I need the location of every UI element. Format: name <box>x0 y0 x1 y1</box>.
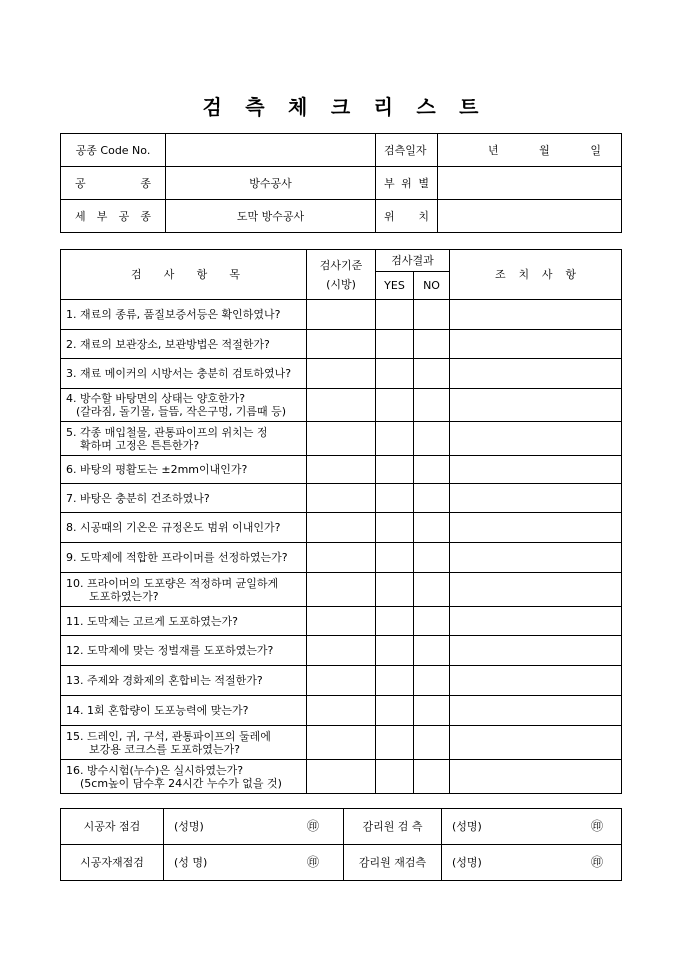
check-item-cell <box>61 422 307 456</box>
table-row <box>61 513 622 543</box>
check-item-note: (갈라짐, 돌기물, 들뜸, 작은구멍, 기름때 등) <box>76 405 287 418</box>
supervisor-signature <box>442 820 621 833</box>
sub-work-label: 세 부 공 종 <box>61 200 166 233</box>
seal-icon: ㊞ <box>590 819 603 833</box>
table-row <box>61 696 622 726</box>
no-cell <box>414 389 450 422</box>
action-cell <box>450 300 622 330</box>
check-item-cell <box>61 726 307 760</box>
no-cell <box>414 543 450 573</box>
action-cell <box>450 456 622 484</box>
action-cell <box>450 573 622 607</box>
yes-cell <box>376 422 414 456</box>
action-cell <box>450 726 622 760</box>
header-inspection-item: 검 사 항 목 <box>61 250 307 300</box>
check-item-text: 4. 방수할 바탕면의 상태는 양호한가? <box>66 392 246 405</box>
action-cell <box>450 636 622 666</box>
no-cell <box>414 330 450 359</box>
action-cell <box>450 484 622 513</box>
name-placeholder: (성명) <box>452 856 482 869</box>
contractor-recheck-label: 시공자재점검 <box>61 845 164 881</box>
seal-icon: ㊞ <box>590 855 603 869</box>
header-result: 검사결과 <box>376 250 450 272</box>
check-item-text: 10. 프라이머의 도포량은 적정하며 균일하게 <box>66 576 279 590</box>
check-item-text: 5. 각종 매입철물, 관통파이프의 위치는 정 <box>66 425 268 439</box>
check-item-text: 7. 바탕은 충분히 건조하였나? <box>66 491 210 505</box>
yes-cell <box>376 300 414 330</box>
checklist-page <box>60 0 621 881</box>
signature-table <box>60 808 622 881</box>
info-row-work-type <box>61 167 622 200</box>
standard-cell <box>307 760 376 794</box>
check-item-text: 13. 주제와 경화제의 혼합비는 적절한가? <box>66 674 263 687</box>
check-item-cell <box>61 389 307 422</box>
yes-cell <box>376 573 414 607</box>
work-type-label: 공 종 <box>61 167 166 200</box>
standard-cell <box>307 456 376 484</box>
standard-cell <box>307 726 376 760</box>
seal-icon: ㊞ <box>306 855 319 869</box>
location-value-cell <box>438 200 622 233</box>
supervisor-check-label: 감리원 검 측 <box>344 809 442 845</box>
page-title: 검 측 체 크 리 스 트 <box>202 95 479 119</box>
contractor-signature <box>164 820 343 833</box>
date-day-label: 일 <box>590 143 601 157</box>
check-item-text: 16. 방수시험(누수)은 실시하였는가? <box>66 763 244 777</box>
contractor-signature-cell <box>164 809 344 845</box>
table-row <box>61 607 622 636</box>
yes-cell <box>376 666 414 696</box>
header-no: NO <box>414 272 450 300</box>
work-code-label: 공종 Code No. <box>61 134 166 167</box>
no-cell <box>414 666 450 696</box>
check-item-cell <box>61 760 307 794</box>
no-cell <box>414 456 450 484</box>
info-row-sub-work <box>61 200 622 233</box>
standard-cell <box>307 359 376 389</box>
table-row <box>61 389 622 422</box>
yes-cell <box>376 760 414 794</box>
standard-cell <box>307 666 376 696</box>
yes-cell <box>376 456 414 484</box>
table-row <box>61 484 622 513</box>
supervisor-signature-cell <box>442 809 622 845</box>
check-item-cell <box>61 359 307 389</box>
name-placeholder: (성명) <box>174 820 204 833</box>
supervisor-signature <box>442 856 621 869</box>
table-row <box>61 300 622 330</box>
yes-cell <box>376 389 414 422</box>
check-item-note: (5cm높이 담수후 24시간 누수가 없을 것) <box>80 776 282 790</box>
date-month-label: 월 <box>539 143 550 157</box>
check-item-cell <box>61 456 307 484</box>
date-year-label: 년 <box>488 143 499 157</box>
check-item-cell <box>61 696 307 726</box>
action-cell <box>450 666 622 696</box>
supervisor-signature-cell <box>442 845 622 881</box>
standard-cell <box>307 330 376 359</box>
info-row-code <box>61 134 622 167</box>
inspection-date-fields <box>438 144 621 157</box>
standard-cell <box>307 573 376 607</box>
signature-row <box>61 845 622 881</box>
checklist-table <box>60 249 622 794</box>
action-cell <box>450 760 622 794</box>
contractor-signature <box>164 856 343 869</box>
sub-work-value: 도막 방수공사 <box>166 200 376 233</box>
contractor-check-label: 시공자 점검 <box>61 809 164 845</box>
no-cell <box>414 484 450 513</box>
yes-cell <box>376 513 414 543</box>
check-item-cell <box>61 330 307 359</box>
header-standard-line1: 검사기준 <box>319 258 363 272</box>
standard-cell <box>307 422 376 456</box>
check-item-cell <box>61 666 307 696</box>
standard-cell <box>307 389 376 422</box>
table-row <box>61 573 622 607</box>
table-row <box>61 636 622 666</box>
check-item-text: 3. 재료 메이커의 시방서는 충분히 검토하였나? <box>66 367 292 380</box>
action-cell <box>450 543 622 573</box>
name-placeholder: (성명) <box>452 820 482 833</box>
table-row <box>61 543 622 573</box>
signature-row <box>61 809 622 845</box>
action-cell <box>450 330 622 359</box>
check-item-cell <box>61 543 307 573</box>
check-item-text: 6. 바탕의 평활도는 ±2mm이내인가? <box>66 463 248 476</box>
inspection-date-cell <box>438 134 622 167</box>
check-item-text: 14. 1회 혼합량이 도포능력에 맞는가? <box>66 704 249 717</box>
standard-cell <box>307 636 376 666</box>
action-cell <box>450 607 622 636</box>
part-value-cell <box>438 167 622 200</box>
standard-cell <box>307 300 376 330</box>
standard-cell <box>307 513 376 543</box>
action-cell <box>450 359 622 389</box>
check-item-text: 9. 도막제에 적합한 프라이머를 선정하였는가? <box>66 551 288 564</box>
yes-cell <box>376 484 414 513</box>
table-row <box>61 726 622 760</box>
no-cell <box>414 726 450 760</box>
table-row <box>61 359 622 389</box>
action-cell <box>450 422 622 456</box>
action-cell <box>450 696 622 726</box>
standard-cell <box>307 484 376 513</box>
table-row <box>61 666 622 696</box>
header-standard <box>307 250 376 300</box>
table-row <box>61 760 622 794</box>
check-item-cell <box>61 513 307 543</box>
work-type-value: 방수공사 <box>166 167 376 200</box>
check-item-text: 11. 도막제는 고르게 도포하였는가? <box>66 614 238 628</box>
no-cell <box>414 607 450 636</box>
check-item-cell <box>61 300 307 330</box>
yes-cell <box>376 359 414 389</box>
action-cell <box>450 389 622 422</box>
checklist-header-row <box>61 250 622 272</box>
name-placeholder: (성 명) <box>174 856 208 869</box>
part-label: 부 위 별 <box>376 167 438 200</box>
work-code-value-cell <box>166 134 376 167</box>
check-item-cell <box>61 607 307 636</box>
check-item-text: 1. 재료의 종류, 품질보증서등은 확인하였나? <box>66 308 281 321</box>
check-item-continuation: 도포하였는가? <box>89 589 159 603</box>
no-cell <box>414 300 450 330</box>
table-row <box>61 330 622 359</box>
yes-cell <box>376 636 414 666</box>
yes-cell <box>376 696 414 726</box>
no-cell <box>414 359 450 389</box>
header-yes: YES <box>376 272 414 300</box>
standard-cell <box>307 696 376 726</box>
info-table <box>60 133 622 233</box>
inspection-date-label: 검측일자 <box>376 134 438 167</box>
header-standard-line2: (시방) <box>326 277 356 291</box>
table-row <box>61 456 622 484</box>
location-label: 위 치 <box>376 200 438 233</box>
standard-cell <box>307 607 376 636</box>
standard-cell <box>307 543 376 573</box>
yes-cell <box>376 330 414 359</box>
check-item-continuation: 보강용 코크스를 도포하였는가? <box>89 742 240 756</box>
yes-cell <box>376 543 414 573</box>
no-cell <box>414 696 450 726</box>
check-item-cell <box>61 636 307 666</box>
supervisor-recheck-label: 감리원 재검측 <box>344 845 442 881</box>
yes-cell <box>376 726 414 760</box>
no-cell <box>414 636 450 666</box>
table-row <box>61 422 622 456</box>
check-item-text: 12. 도막제에 맞는 정벌재를 도포하였는가? <box>66 644 274 657</box>
no-cell <box>414 513 450 543</box>
seal-icon: ㊞ <box>306 819 319 833</box>
check-item-text: 8. 시공때의 기온은 규정온도 범위 이내인가? <box>66 521 281 534</box>
no-cell <box>414 422 450 456</box>
no-cell <box>414 760 450 794</box>
check-item-continuation: 확하며 고정은 튼튼한가? <box>80 438 200 452</box>
action-cell <box>450 513 622 543</box>
check-item-cell <box>61 573 307 607</box>
contractor-signature-cell <box>164 845 344 881</box>
check-item-text: 2. 재료의 보관장소, 보관방법은 적절한가? <box>66 337 270 351</box>
check-item-cell <box>61 484 307 513</box>
check-item-text: 15. 드레인, 귀, 구석, 관통파이프의 둘레에 <box>66 729 271 743</box>
yes-cell <box>376 607 414 636</box>
header-action: 조 치 사 항 <box>450 250 622 300</box>
no-cell <box>414 573 450 607</box>
